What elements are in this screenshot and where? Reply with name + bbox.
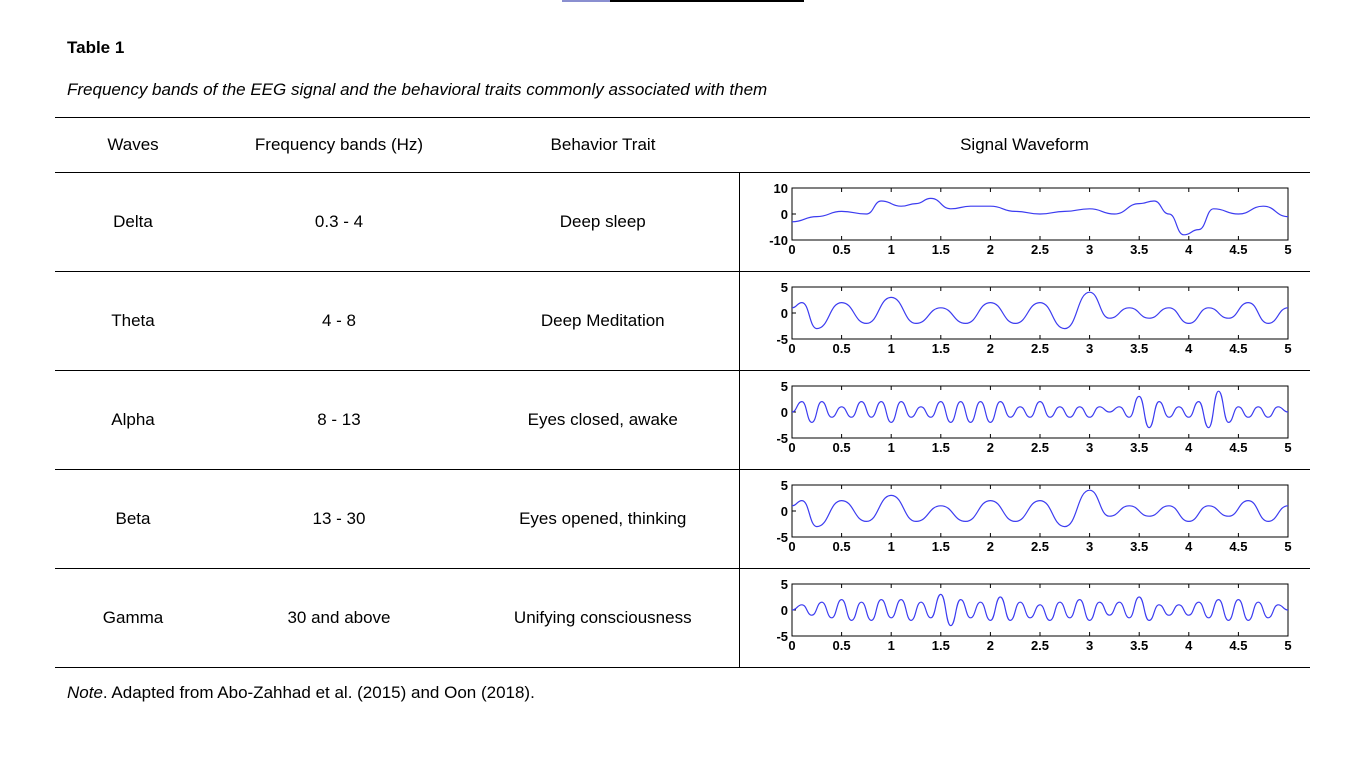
x-tick-label: 2.5 (1030, 539, 1049, 554)
x-tick-label: 0.5 (832, 539, 851, 554)
frequency-band: 30 and above (211, 569, 467, 668)
x-tick-label: 1 (887, 638, 895, 653)
x-tick-label: 3.5 (1129, 440, 1148, 455)
waveform-chart-theta (760, 281, 1290, 361)
x-tick-label: 2 (986, 539, 994, 554)
x-tick-label: 5 (1284, 638, 1292, 653)
table-row (55, 569, 1310, 668)
wave-name: Beta (55, 470, 211, 569)
y-tick-label: -5 (776, 431, 788, 446)
x-tick-label: 1 (887, 539, 895, 554)
note-label: Note (67, 683, 103, 702)
x-tick-label: 4.5 (1229, 242, 1248, 257)
note-text: . Adapted from Abo-Zahhad et al. (2015) and Oon (2018). (102, 683, 535, 702)
y-tick-label: 5 (780, 280, 788, 295)
y-tick-label: 5 (780, 379, 788, 394)
x-tick-label: 4.5 (1229, 539, 1248, 554)
table-row (55, 173, 1310, 272)
y-tick-label: 0 (780, 405, 788, 420)
waveform-line-delta (792, 198, 1288, 234)
y-tick-label: 5 (780, 478, 788, 493)
y-tick-label: -5 (776, 332, 788, 347)
x-tick-label: 2 (986, 341, 994, 356)
x-tick-label: 3 (1085, 242, 1093, 257)
x-tick-label: 2 (986, 440, 994, 455)
table-row (55, 470, 1310, 569)
x-tick-label: 3.5 (1129, 341, 1148, 356)
waveform-cell (739, 272, 1310, 371)
table-caption: Frequency bands of the EEG signal and the behavioral traits commonly associated with them (67, 80, 768, 99)
x-tick-label: 1 (887, 242, 895, 257)
y-tick-label: 0 (780, 504, 788, 519)
header-trait: Behavior Trait (467, 118, 739, 173)
header-waveform: Signal Waveform (739, 118, 1310, 173)
wave-name: Delta (55, 173, 211, 272)
table-row (55, 272, 1310, 371)
x-tick-label: 4 (1184, 440, 1193, 455)
plot-frame (792, 485, 1288, 537)
y-tick-label: 5 (780, 577, 788, 592)
waveform-cell (739, 371, 1310, 470)
x-tick-label: 1.5 (931, 539, 950, 554)
header-frequency: Frequency bands (Hz) (211, 118, 467, 173)
waveform-chart-delta (760, 182, 1290, 262)
x-tick-label: 5 (1284, 440, 1292, 455)
x-tick-label: 3 (1085, 539, 1093, 554)
x-tick-label: 0.5 (832, 440, 851, 455)
x-tick-label: 3.5 (1129, 242, 1148, 257)
x-tick-label: 0 (788, 440, 796, 455)
x-tick-label: 1.5 (931, 242, 950, 257)
y-tick-label: 0 (780, 603, 788, 618)
x-tick-label: 3 (1085, 638, 1093, 653)
x-tick-label: 3.5 (1129, 638, 1148, 653)
table-note (67, 683, 535, 703)
x-tick-label: 1.5 (931, 638, 950, 653)
x-tick-label: 4.5 (1229, 638, 1248, 653)
waveform-line-beta (792, 490, 1288, 526)
x-tick-label: 4 (1184, 638, 1193, 653)
x-tick-label: 2 (986, 638, 994, 653)
waveform-chart-beta (760, 479, 1290, 559)
wave-name: Gamma (55, 569, 211, 668)
frequency-band: 8 - 13 (211, 371, 467, 470)
x-tick-label: 0.5 (832, 341, 851, 356)
x-tick-label: 1 (887, 341, 895, 356)
frequency-band: 0.3 - 4 (211, 173, 467, 272)
frequency-band: 13 - 30 (211, 470, 467, 569)
waveform-cell (739, 470, 1310, 569)
x-tick-label: 1.5 (931, 440, 950, 455)
table-label: Table 1 (67, 38, 125, 57)
x-tick-label: 1 (887, 440, 895, 455)
x-tick-label: 3 (1085, 341, 1093, 356)
behavior-trait: Eyes closed, awake (467, 371, 739, 470)
x-tick-label: 2.5 (1030, 341, 1049, 356)
y-tick-label: 0 (780, 207, 788, 222)
x-tick-label: 4.5 (1229, 341, 1248, 356)
x-tick-label: 5 (1284, 341, 1292, 356)
header-waves: Waves (55, 118, 211, 173)
wave-name: Theta (55, 272, 211, 371)
x-tick-label: 2.5 (1030, 440, 1049, 455)
x-tick-label: 0 (788, 341, 796, 356)
y-tick-label: 10 (773, 181, 788, 196)
behavior-trait: Deep Meditation (467, 272, 739, 371)
x-tick-label: 5 (1284, 242, 1292, 257)
x-tick-label: 3.5 (1129, 539, 1148, 554)
waveform-cell (739, 173, 1310, 272)
x-tick-label: 1.5 (931, 341, 950, 356)
waveform-line-theta (792, 292, 1288, 328)
behavior-trait: Deep sleep (467, 173, 739, 272)
behavior-trait: Unifying consciousness (467, 569, 739, 668)
x-tick-label: 2.5 (1030, 242, 1049, 257)
x-tick-label: 4 (1184, 539, 1193, 554)
header-row (55, 118, 1310, 173)
x-tick-label: 0 (788, 539, 796, 554)
waveform-cell (739, 569, 1310, 668)
top-rule-accent (562, 0, 610, 2)
x-tick-label: 4 (1184, 341, 1193, 356)
y-tick-label: -10 (768, 233, 788, 248)
frequency-band: 4 - 8 (211, 272, 467, 371)
y-tick-label: -5 (776, 530, 788, 545)
wave-name: Alpha (55, 371, 211, 470)
table-row (55, 371, 1310, 470)
x-tick-label: 3 (1085, 440, 1093, 455)
waveform-line-alpha (792, 391, 1288, 427)
x-tick-label: 5 (1284, 539, 1292, 554)
y-tick-label: 0 (780, 306, 788, 321)
x-tick-label: 2 (986, 242, 994, 257)
waveform-chart-alpha (760, 380, 1290, 460)
eeg-table (55, 117, 1310, 668)
x-tick-label: 4 (1184, 242, 1193, 257)
x-tick-label: 0.5 (832, 638, 851, 653)
x-tick-label: 0 (788, 638, 796, 653)
x-tick-label: 2.5 (1030, 638, 1049, 653)
top-rule (562, 0, 804, 2)
x-tick-label: 4.5 (1229, 440, 1248, 455)
y-tick-label: -5 (776, 629, 788, 644)
plot-frame (792, 287, 1288, 339)
behavior-trait: Eyes opened, thinking (467, 470, 739, 569)
x-tick-label: 0 (788, 242, 796, 257)
x-tick-label: 0.5 (832, 242, 851, 257)
waveform-chart-gamma (760, 578, 1290, 658)
waveform-line-gamma (792, 594, 1288, 625)
